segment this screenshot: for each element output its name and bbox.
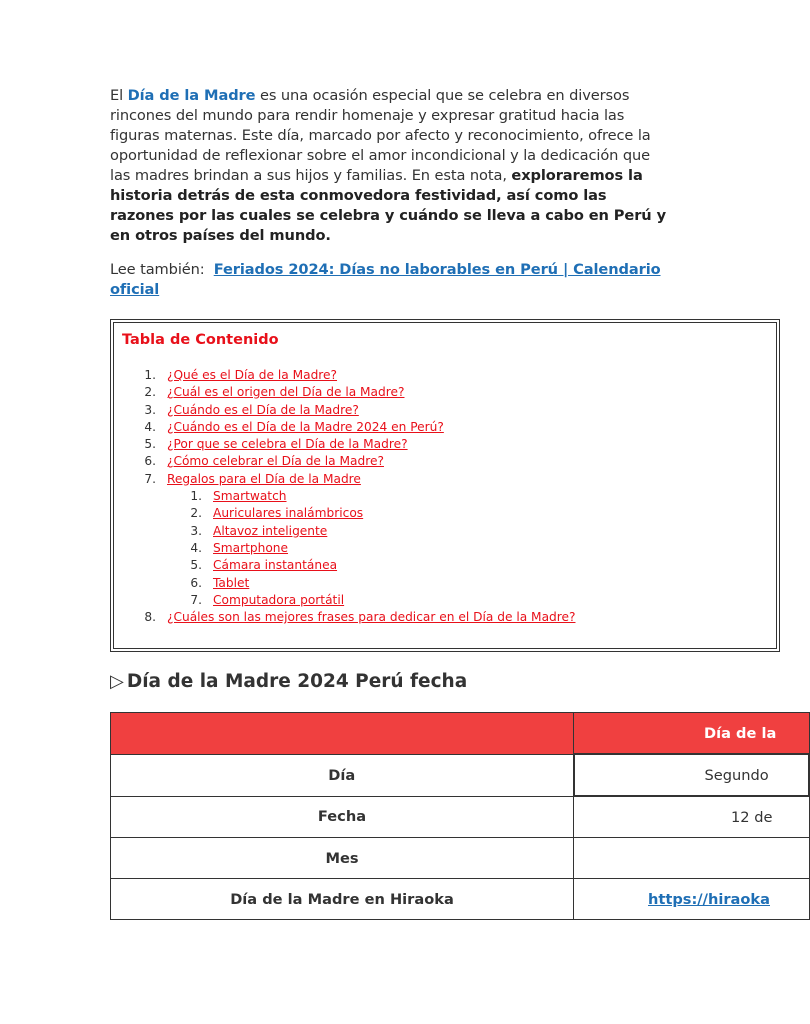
toc-link-por-que[interactable]: ¿Por que se celebra el Día de la Madre?: [167, 437, 408, 452]
toc-link-camara[interactable]: Cámara instantánea: [213, 558, 338, 573]
table-row-label: Día: [111, 754, 574, 796]
toc-title: Tabla de Contenido: [122, 332, 279, 348]
table-row-label: Día de la Madre en Hiraoka: [111, 879, 574, 920]
intro-paragraph: [110, 86, 670, 246]
toc-link-smartphone[interactable]: Smartphone: [213, 540, 289, 555]
see-also-link[interactable]: Feriados 2024: Días no laborables en Perú | Calendario oficial: [110, 261, 661, 298]
table-header-row: [111, 713, 810, 755]
toc-link-regalos[interactable]: Regalos para el Día de la Madre: [167, 471, 361, 486]
intro-text: es una ocasión especial que se celebra en diversos rincones del mundo para rendir homenaje y expresar gratitud hacia las figuras maternas. Este día, marcado por afecto y reconocimiento, ofrece la oportunidad de reflexionar sobre el amor incondicional y la dedicación que las madres brindan a sus hijos y familias. En esta nota,: [110, 87, 651, 184]
table-of-contents: Tabla de Contenido 1. ¿Qué es el Día de la Madre? 2. ¿Cuál es el origen del Día de la Madre? 3. ¿Cuándo es el Día de la Madre? 4. ¿Cuándo es el Día de la Madre 2024 en Perú? 5. ¿Por que se celebra el Día de la Madre? 6. ¿Cómo celebrar el Día de la Madre? 7. Regalos para el Día de la Madre 1. Smartwatch 2. Auriculares inalámbricos 3. Altavoz inteligente 4. Smartphone 5. Cámara instantánea 6. Tablet 7. Computadora portátil 8. ¿Cuáles son las mejores frases para dedicar en el Día de la Madre?: [110, 319, 780, 652]
hiraoka-link[interactable]: https://hiraoka: [648, 890, 770, 908]
triangle-icon: ▷: [110, 671, 124, 692]
toc-link-altavoz[interactable]: Altavoz inteligente: [213, 523, 328, 538]
table-row-label: Mes: [111, 838, 574, 879]
toc-link-que-es[interactable]: ¿Qué es el Día de la Madre?: [167, 368, 338, 382]
toc-link-cuando-2024[interactable]: ¿Cuándo es el Día de la Madre 2024 en Perú?: [167, 419, 444, 434]
toc-link-auriculares[interactable]: Auriculares inalámbricos: [213, 506, 364, 521]
dia-de-la-madre-link[interactable]: Día de la Madre: [127, 87, 256, 104]
toc-link-tablet[interactable]: Tablet: [213, 575, 250, 590]
toc-link-computadora[interactable]: Computadora portátil: [213, 592, 345, 607]
table-row-link-cell: [574, 879, 810, 920]
table-row-label: Fecha: [111, 796, 574, 838]
table-row: [111, 754, 810, 796]
intro-text-prefix: El: [110, 87, 128, 104]
toc-link-smartwatch[interactable]: Smartwatch: [213, 489, 287, 504]
toc-link-como-celebrar[interactable]: ¿Cómo celebrar el Día de la Madre?: [167, 454, 384, 469]
see-also: [110, 260, 670, 300]
table-row-value: [574, 838, 810, 879]
table-row-value: Segundo: [574, 754, 810, 796]
toc-link-cuando[interactable]: ¿Cuándo es el Día de la Madre?: [167, 402, 359, 417]
section-heading: [110, 671, 467, 692]
info-table: [110, 712, 810, 920]
table-row: [111, 879, 810, 920]
toc-link-origen[interactable]: ¿Cuál es el origen del Día de la Madre?: [167, 385, 405, 400]
article-intro: [110, 86, 670, 300]
table-header-cell: Día de la: [574, 713, 810, 755]
table-row: [111, 838, 810, 879]
table-row-value: 12 de: [574, 796, 810, 838]
intro-bold-text: exploraremos la historia detrás de esta conmovedora festividad, así como las razones por las cuales se celebra y cuándo se lleva a cabo en Perú y en otros países del mundo.: [110, 167, 666, 244]
table-row: [111, 796, 810, 838]
table-header-cell-empty: [111, 713, 574, 755]
see-also-label: Lee también:: [110, 261, 205, 278]
toc-link-frases[interactable]: ¿Cuáles son las mejores frases para dedicar en el Día de la Madre?: [167, 610, 576, 625]
section-heading-text: Día de la Madre 2024 Perú fecha: [126, 671, 468, 692]
